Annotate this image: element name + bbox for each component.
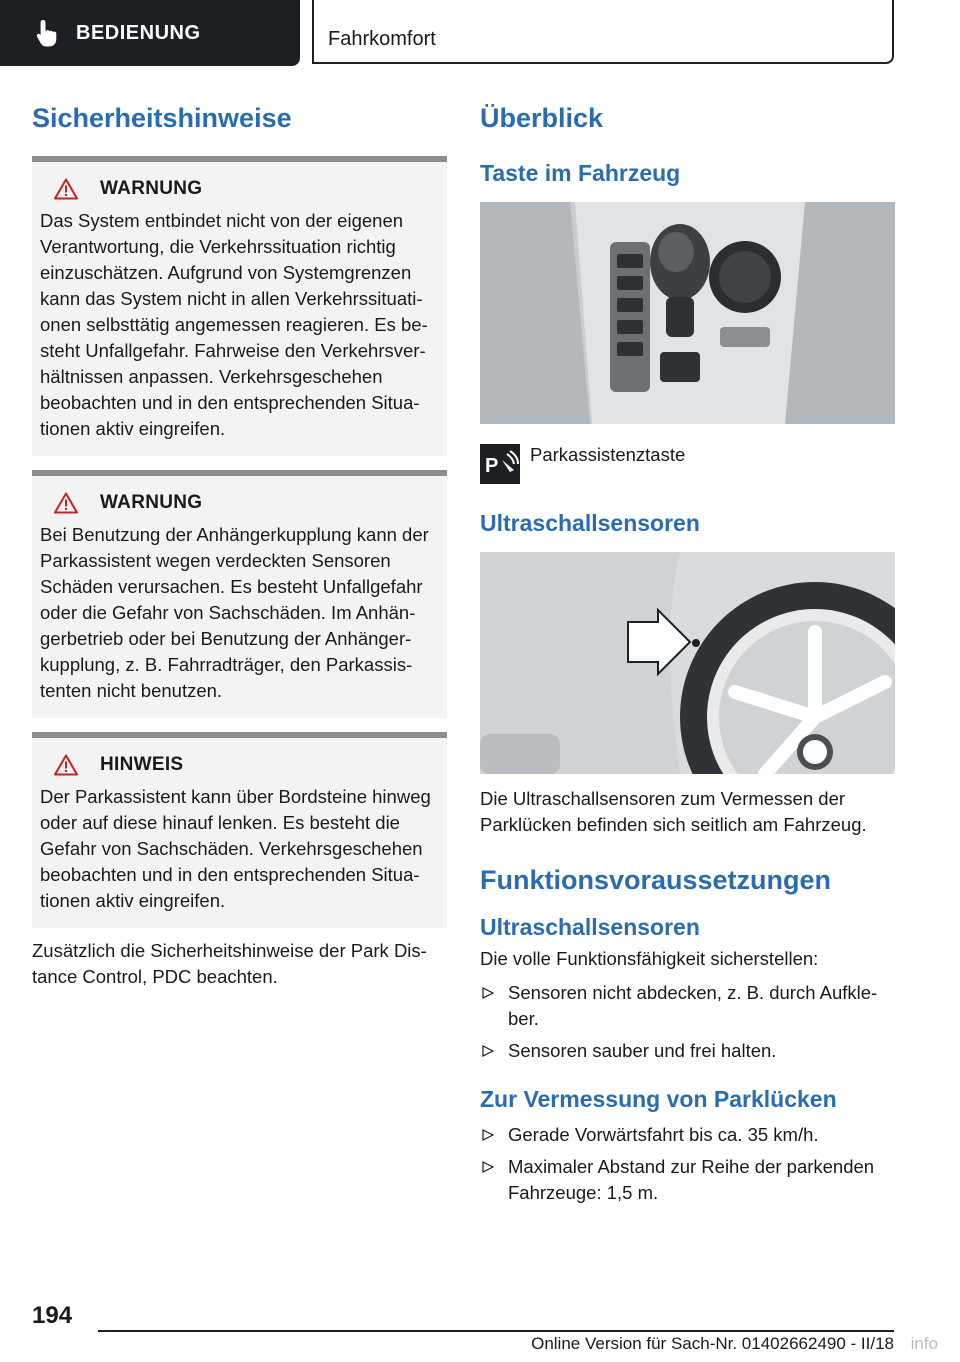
bullet-triangle-icon — [482, 1161, 494, 1173]
req-sensors-intro: Die volle Funktionsfähigkeit sicherstellen: — [480, 948, 819, 969]
warning-title — [54, 492, 439, 514]
list-item-text: Sensoren nicht abdecken, z. B. durch Aufkleber. — [508, 982, 878, 1029]
list-item — [480, 1122, 895, 1148]
bullet-triangle-icon — [482, 987, 494, 999]
page-number: 194 — [32, 1302, 73, 1329]
chapter-label: BEDIENUNG — [76, 21, 201, 44]
pointing-hand-icon — [34, 18, 60, 48]
watermark-text: info — [910, 1334, 938, 1353]
chapter-tab — [0, 0, 300, 66]
bullet-triangle-icon — [482, 1129, 494, 1141]
measure-list — [480, 1122, 895, 1206]
button-caption-row — [480, 444, 895, 484]
warning-text: Das System entbindet nicht von der eigenen Verantwortung, die Verkehrssituation richtig einzuschätzen. Aufgrund von Systemgrenzen kann das System nicht in allen Verkehrssituationen selbsttätig angemessen reagieren. Es besteht Unfallgefahr. Fahrweise den Verkehrsverhältnissen anpassen. Verkehrsgeschehen beobachten und in den entsprechenden Situationen aktiv eingreifen. — [40, 210, 428, 439]
center-console-image — [480, 202, 895, 424]
center-console-illustration — [480, 202, 895, 424]
ultrasonic-sensor-image — [480, 552, 895, 774]
notice-text: Der Parkassistent kann über Bordsteine hinweg oder auf diese hinauf lenken. Es besteht die Gefahr von Sachschäden. Verkehrsgeschehen beobachten und in den entsprechenden Situationen aktiv eingreifen. — [40, 786, 431, 911]
button-caption: Parkassistenztaste — [530, 444, 686, 465]
svg-text:P: P — [485, 455, 499, 477]
section-label: Fahrkomfort — [328, 28, 436, 50]
warning-box-2 — [32, 470, 447, 718]
list-item-text: Sensoren sauber und frei halten. — [508, 1040, 777, 1061]
sensors-heading: Ultraschallsensoren — [480, 510, 700, 536]
list-item — [480, 1154, 895, 1206]
sensors-caption: Die Ultraschallsensoren zum Vermessen der Parklücken befinden sich seitlich am Fahrzeug. — [480, 788, 867, 835]
warning-title — [54, 178, 439, 200]
list-item — [480, 980, 895, 1032]
warning-triangle-icon — [54, 754, 78, 776]
notice-label: HINWEIS — [100, 754, 184, 775]
warning-label: WARNUNG — [100, 492, 203, 513]
warning-box-1 — [32, 156, 447, 456]
section-header — [312, 0, 894, 64]
notice-box — [32, 732, 447, 928]
footer-divider — [98, 1330, 894, 1332]
warning-text: Bei Benutzung der Anhängerkupplung kann der Parkassistent wegen verdeckten Sensoren Schäden verursachen. Es besteht Unfallgefahr oder die Gefahr von Sachschäden. Im Anhängerbetrieb oder bei Benutzung der Anhängerkupplung, z. B. Fahrradträger, den Parkassistenten nicht benutzen. — [40, 524, 429, 701]
notice-title — [54, 754, 439, 776]
wheel-sensor-illustration — [480, 552, 895, 774]
requirements-title: Funktionsvoraussetzungen — [480, 865, 832, 895]
warning-triangle-icon — [54, 178, 78, 200]
button-heading: Taste im Fahrzeug — [480, 160, 681, 186]
left-column — [32, 100, 447, 990]
list-item — [480, 1038, 895, 1064]
req-sensors-heading: Ultraschallsensoren — [480, 914, 700, 940]
closing-text: Zusätzlich die Sicherheitshinweise der Park Distance Control, PDC beachten. — [32, 940, 427, 987]
online-version-text: Online Version für Sach-Nr. 01402662490 - II/18 — [531, 1334, 894, 1353]
parking-assistant-button-icon — [480, 444, 520, 484]
safety-title: Sicherheitshinweise — [32, 103, 292, 133]
list-item-text: Gerade Vorwärtsfahrt bis ca. 35 km/h. — [508, 1124, 819, 1145]
warning-triangle-icon — [54, 492, 78, 514]
req-sensors-list — [480, 980, 895, 1064]
right-column — [480, 100, 895, 1206]
list-item-text: Maximaler Abstand zur Reihe der parkenden Fahrzeuge: 1,5 m. — [508, 1156, 875, 1203]
overview-title: Überblick — [480, 103, 604, 133]
warning-label: WARNUNG — [100, 178, 203, 199]
measure-heading: Zur Vermessung von Parklücken — [480, 1086, 837, 1112]
bullet-triangle-icon — [482, 1045, 494, 1057]
